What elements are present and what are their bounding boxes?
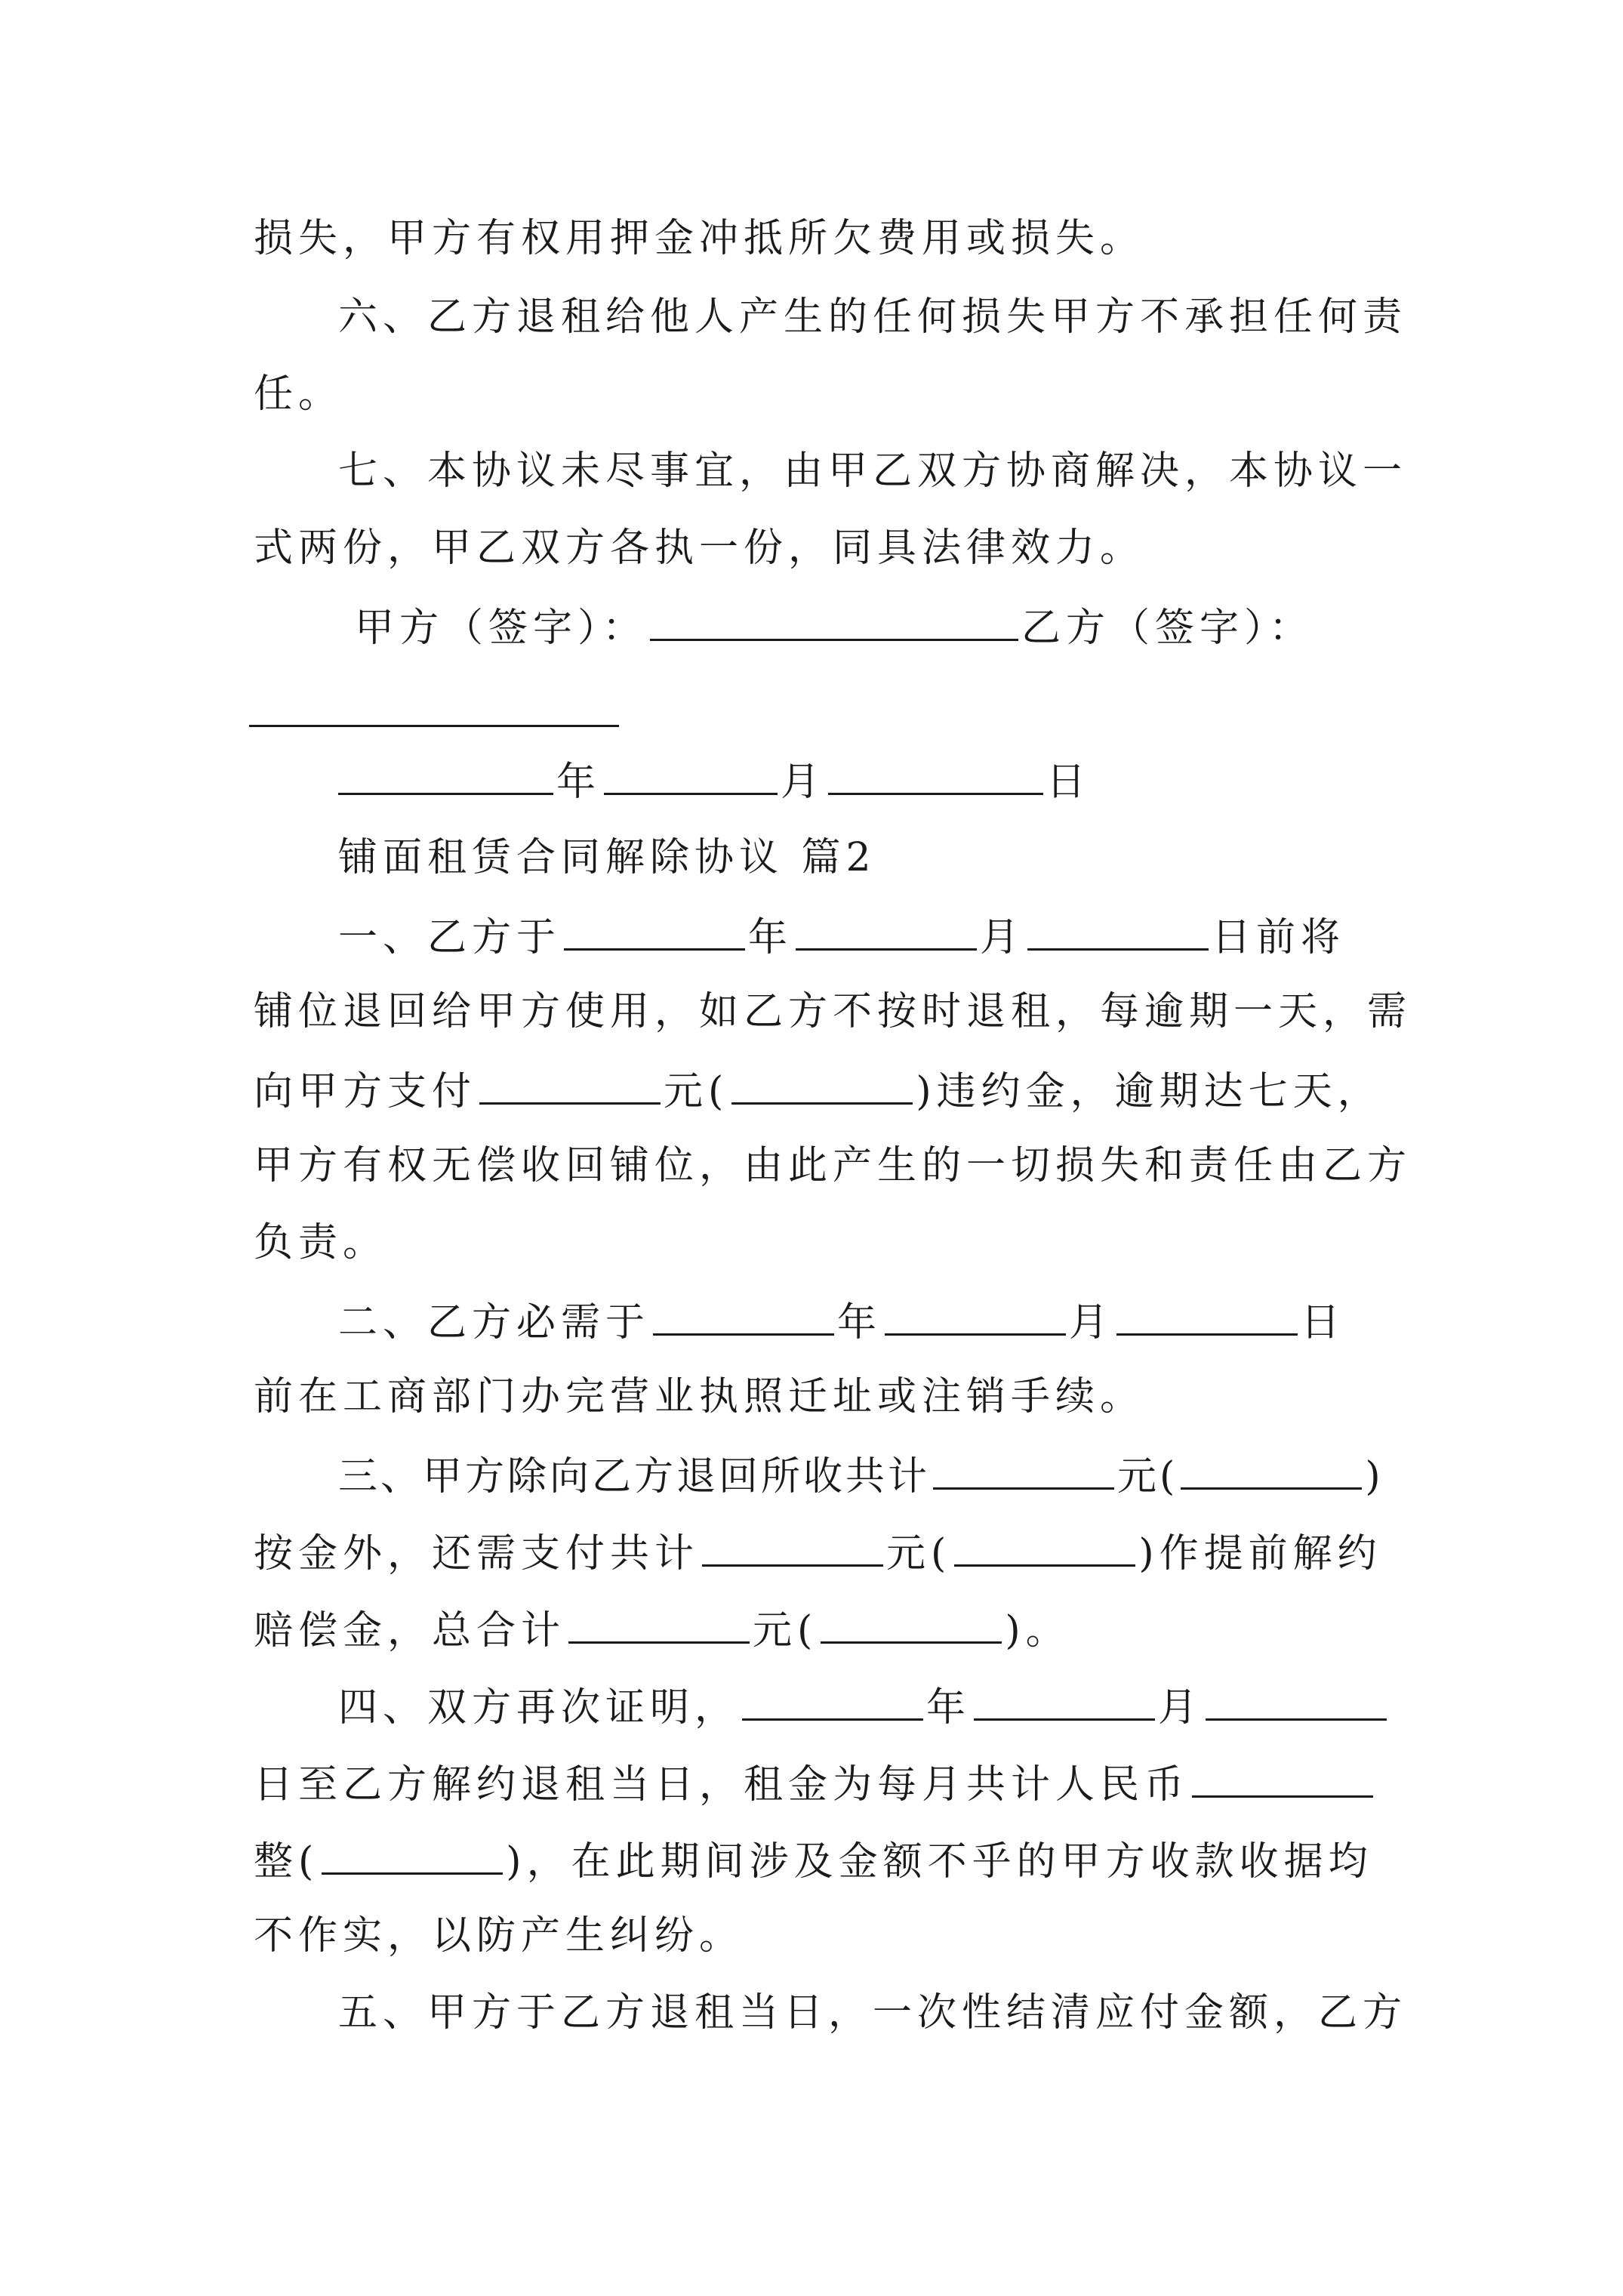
text-span: 元( (753, 1608, 818, 1653)
paragraph-line: 甲方有权无偿收回铺位，由此产生的一切损失和责任由乙方 (254, 1143, 1412, 1188)
amount-blank (479, 1065, 661, 1105)
paragraph-line (254, 1604, 1070, 1655)
clause-six: 六、乙方退租给他人产生的任何损失甲方不承担任何责 (338, 294, 1408, 340)
total-amount-words-blank (821, 1604, 1002, 1644)
text-span: 年 (748, 915, 793, 960)
text-span: 元( (664, 1069, 729, 1114)
text-span: 月 (1069, 1300, 1114, 1345)
year-blank (338, 755, 553, 795)
text-span: 四、双方再次证明， (338, 1685, 740, 1730)
text-span: 整( (254, 1839, 319, 1885)
text-span: 日至乙方解约退租当日，租金为每月共计人民币 (254, 1762, 1190, 1808)
text-span: 元( (886, 1531, 952, 1576)
year-blank (653, 1296, 834, 1336)
text-span: )作提前解约 (1138, 1531, 1382, 1576)
total-amount-blank (568, 1604, 750, 1644)
party-a-signature-blank (650, 601, 1018, 641)
month-label: 月 (781, 760, 826, 805)
text-span: 日 (1301, 1300, 1346, 1345)
text-span: 月 (980, 915, 1025, 960)
year-blank (564, 911, 745, 951)
paragraph-line (254, 1758, 1376, 1809)
paragraph-line: 负责。 (254, 1220, 388, 1265)
text-span: ) (1365, 1454, 1384, 1499)
day-blank (1206, 1681, 1387, 1721)
paragraph-line (254, 1065, 1382, 1116)
rent-amount-blank (1192, 1758, 1373, 1798)
paragraph-line: 损失，甲方有权用押金冲抵所欠费用或损失。 (254, 216, 1145, 261)
paragraph-line: 前在工商部门办完营业执照迁址或注销手续。 (254, 1374, 1145, 1419)
paragraph-line: 铺位退回给甲方使用，如乙方不按时退租，每逾期一天，需 (254, 989, 1412, 1034)
amount-words-blank (1181, 1450, 1362, 1490)
rent-words-blank (322, 1835, 503, 1875)
clause-four (338, 1681, 1390, 1732)
paragraph-line: 任。 (254, 371, 343, 417)
text-span: 一、乙方于 (338, 915, 562, 960)
amount-blank (702, 1527, 883, 1567)
amount-words-blank (731, 1065, 913, 1105)
text-span: 向甲方支付 (254, 1069, 477, 1114)
text-span: 元( (1117, 1454, 1178, 1499)
month-blank (974, 1681, 1155, 1721)
signature-row (355, 601, 1313, 652)
amount-blank (933, 1450, 1114, 1490)
clause-one (338, 911, 1345, 962)
section-heading: 铺面租赁合同解除协议 篇2 (338, 835, 876, 880)
year-label: 年 (556, 760, 602, 805)
text-span: 月 (1158, 1685, 1203, 1730)
text-span: 日前将 (1212, 915, 1346, 960)
amount-words-blank (954, 1527, 1135, 1567)
paragraph-line (254, 1835, 1373, 1886)
year-blank (742, 1681, 923, 1721)
date-row (335, 755, 1091, 806)
paragraph-line: 不作实，以防产生纠纷。 (254, 1913, 744, 1959)
text-span: )。 (1005, 1608, 1070, 1653)
text-span: )违约金，逾期达七天， (916, 1069, 1382, 1114)
clause-three (338, 1450, 1384, 1501)
paragraph-line (254, 1527, 1382, 1578)
month-blank (885, 1296, 1066, 1336)
text-span: 赔偿金，总合计 (254, 1608, 566, 1653)
text-span: 按金外，还需支付共计 (254, 1531, 700, 1576)
clause-two (338, 1296, 1345, 1347)
party-b-signature-blank (249, 725, 619, 727)
day-label: 日 (1046, 760, 1092, 805)
party-a-signature-label: 甲方（签字）： (355, 606, 648, 651)
paragraph-line: 式两份，甲乙双方各执一份，同具法律效力。 (254, 525, 1145, 571)
text-span: 年 (926, 1685, 972, 1730)
day-blank (1116, 1296, 1298, 1336)
text-span: 三、甲方除向乙方退回所收共计 (338, 1454, 931, 1499)
text-span: )，在此期间涉及金额不乎的甲方收款收据均 (506, 1839, 1373, 1885)
clause-five: 五、甲方于乙方退租当日，一次性结清应付金额，乙方 (338, 1990, 1408, 2036)
day-blank (828, 755, 1043, 795)
text-span: 二、乙方必需于 (338, 1300, 651, 1345)
clause-seven: 七、本协议未尽事宜，由甲乙双方协商解决，本协议一 (338, 448, 1408, 494)
day-blank (1027, 911, 1209, 951)
text-span: 年 (837, 1300, 882, 1345)
month-blank (796, 911, 977, 951)
party-b-signature-label: 乙方（签字）： (1021, 606, 1314, 651)
month-blank (604, 755, 778, 795)
